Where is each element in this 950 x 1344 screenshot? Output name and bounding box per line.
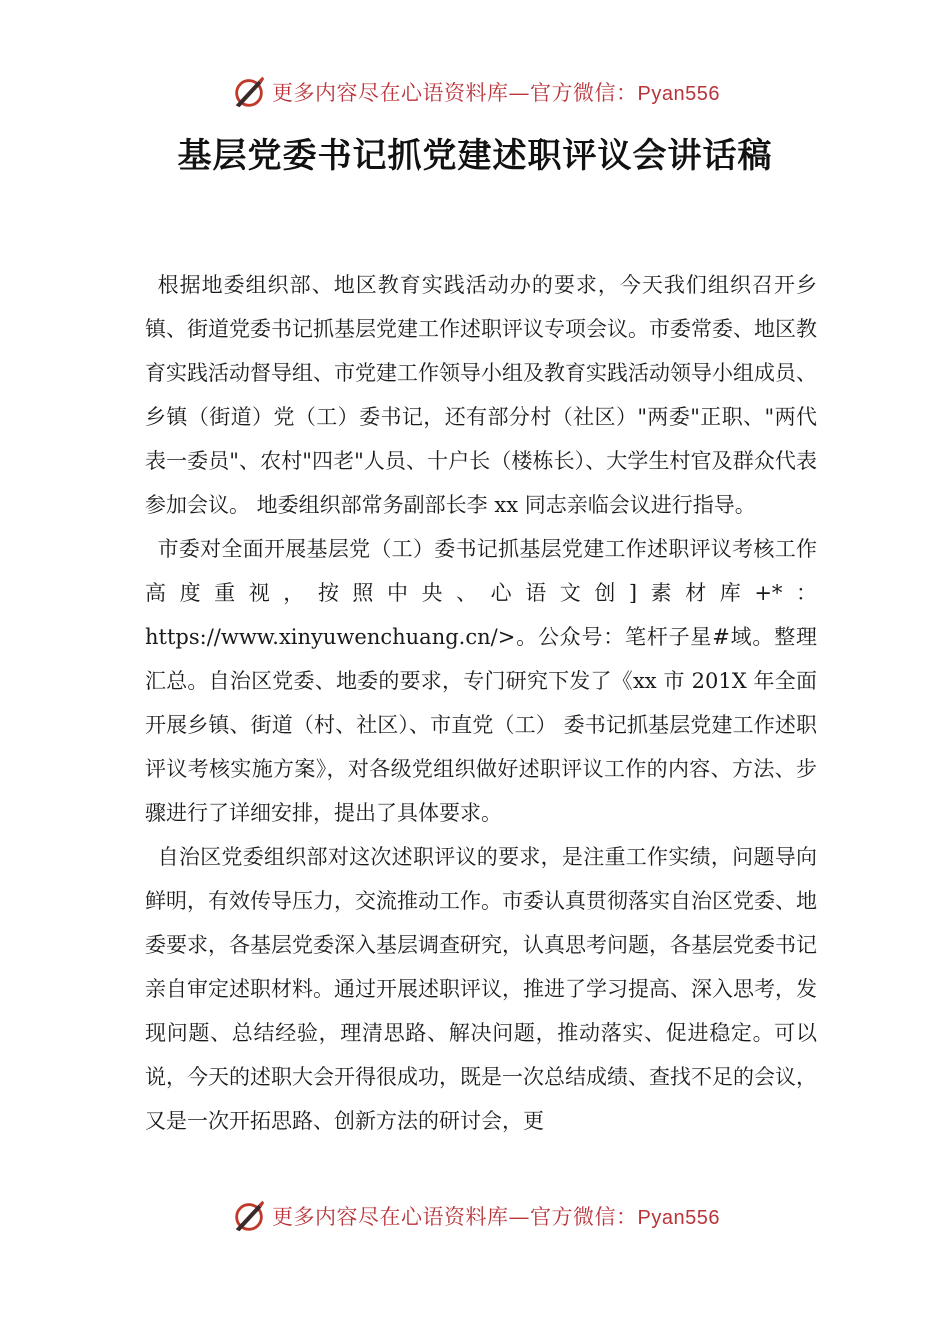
brush-circle-logo-icon xyxy=(230,73,268,111)
brush-circle-logo-icon xyxy=(230,1197,268,1235)
document-body xyxy=(145,263,817,1143)
banner-text: 更多内容尽在心语资料库—官方微信：Pyan556 xyxy=(272,81,720,105)
page-title: 基层党委书记抓党建述职评议会讲话稿 xyxy=(177,136,773,176)
footer-banner xyxy=(0,1196,950,1236)
paragraph: 市委对全面开展基层党（工）委书记抓基层党建工作述职评议考核工作高度重视，按照中央、心语文创]素材库+*：https://www.xinyuwenchuang.cn/>。公众号：笔杆子星#域。整理汇总。自治区党委、地委的要求，专门研究下发了《xx 市 201X 年全面开展乡镇、街道（村、社区）、市直党（工） 委书记抓基层党建工作述职评议考核实施方案》，对各级党组织做好述职评议工作的内容、方法、步骤进行了详细安排，提出了具体要求。 xyxy=(145,537,817,825)
wechat-id: Pyan556 xyxy=(637,1207,720,1229)
paragraph: 根据地委组织部、地区教育实践活动办的要求，今天我们组织召开乡镇、街道党委书记抓基层党建工作述职评议专项会议。市委常委、地区教育实践活动督导组、市党建工作领导小组及教育实践活动领导小组成员、乡镇（街道）党（工）委书记，还有部分村（社区）"两委"正职、"两代表一委员"、农村"四老"人员、十户长（楼栋长）、大学生村官及群众代表参加会议。 地委组织部常务副部长李 xx 同志亲临会议进行指导。 xyxy=(145,273,817,517)
wechat-id: Pyan556 xyxy=(637,83,720,105)
header-banner xyxy=(0,72,950,112)
banner-text: 更多内容尽在心语资料库—官方微信：Pyan556 xyxy=(272,1205,720,1229)
paragraph: 自治区党委组织部对这次述职评议的要求，是注重工作实绩，问题导向鲜明，有效传导压力，交流推动工作。市委认真贯彻落实自治区党委、地委要求，各基层党委深入基层调查研究，认真思考问题，各基层党委书记亲自审定述职材料。通过开展述职评议，推进了学习提高、深入思考，发现问题、总结经验，理清思路、解决问题，推动落实、促进稳定。可以说，今天的述职大会开得很成功，既是一次总结成绩、查找不足的会议，又是一次开拓思路、创新方法的研讨会，更 xyxy=(145,845,817,1133)
